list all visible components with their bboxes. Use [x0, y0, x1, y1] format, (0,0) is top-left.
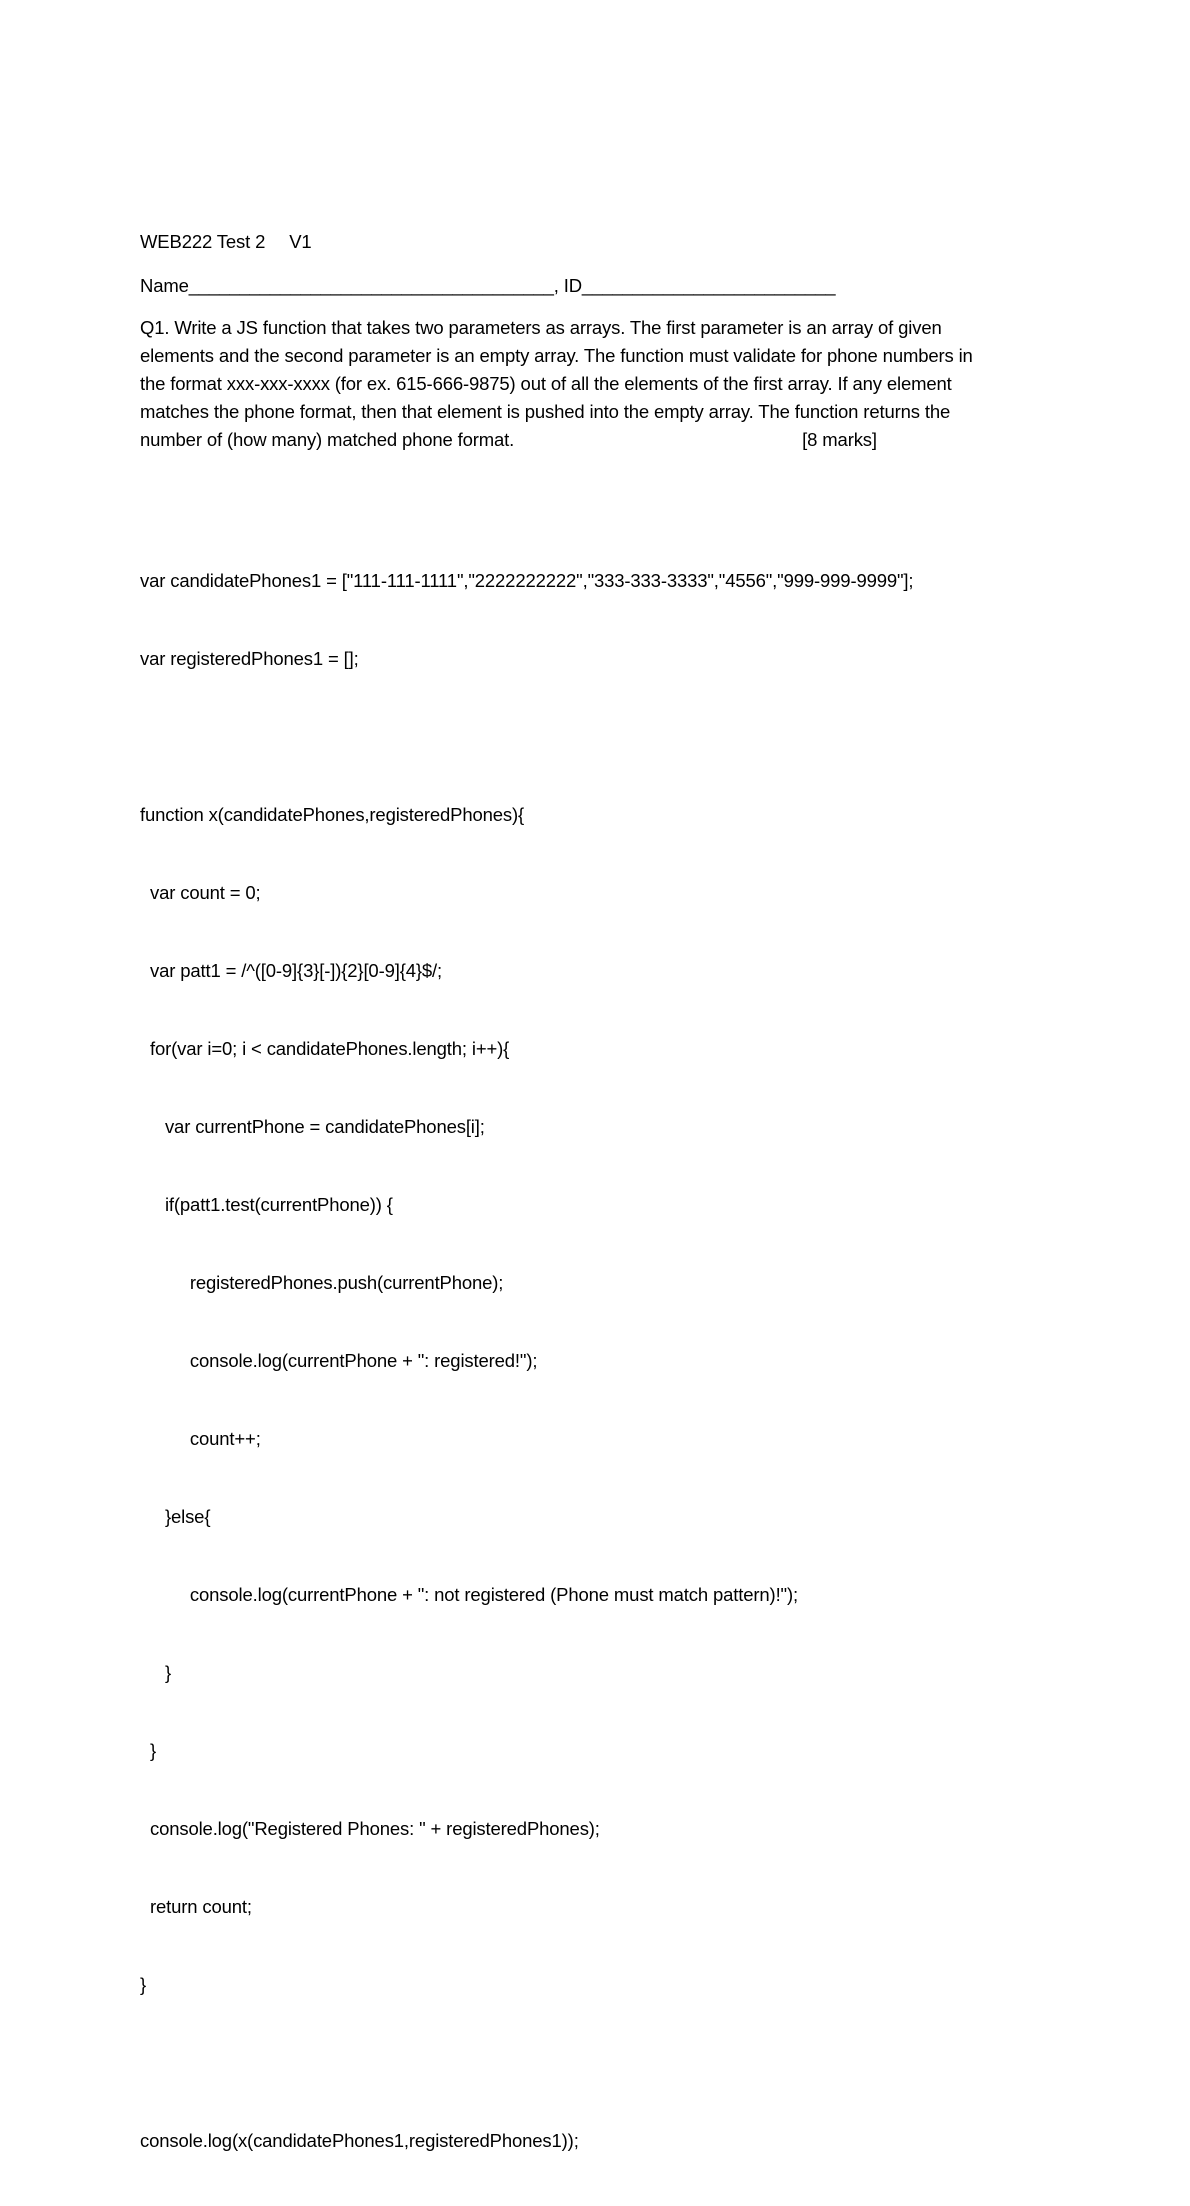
code-line: }	[140, 1974, 147, 1995]
question-line: elements and the second parameter is an empty array. The function must validate for phone numbers in	[140, 345, 973, 366]
code-line: return count;	[140, 1896, 252, 1917]
document-body	[140, 228, 1060, 2206]
code-line	[140, 724, 1060, 750]
question-1	[140, 314, 1060, 454]
question-last-line	[140, 426, 1060, 454]
code-line: }else{	[140, 1506, 211, 1527]
code-line: }	[140, 1662, 171, 1683]
code-line: var candidatePhones1 = ["111-111-1111","2222222222","333-333-3333","4556","999-999-9999"];	[140, 570, 914, 591]
code-line: count++;	[140, 1428, 261, 1449]
code-line: }	[140, 1740, 157, 1761]
code-line: console.log("Registered Phones: " + registeredPhones);	[140, 1818, 600, 1839]
test-title: WEB222 Test 2	[140, 231, 266, 252]
code-line: for(var i=0; i < candidatePhones.length; i++){	[140, 1038, 510, 1059]
code-line: function x(candidatePhones,registeredPhones){	[140, 804, 525, 825]
code-line: if(patt1.test(currentPhone)) {	[140, 1194, 393, 1215]
code-line: registeredPhones.push(currentPhone);	[140, 1272, 504, 1293]
code-line	[140, 2050, 1060, 2076]
code-line: var patt1 = /^([0-9]{3}[-]){2}[0-9]{4}$/;	[140, 960, 443, 981]
code-line: var currentPhone = candidatePhones[i];	[140, 1116, 485, 1137]
name-id-line: Name____________________________________, ID_________________________	[140, 275, 836, 296]
code-line: var count = 0;	[140, 882, 261, 903]
code-line: console.log(x(candidatePhones1,registeredPhones1));	[140, 2130, 579, 2151]
question-line: matches the phone format, then that element is pushed into the empty array. The function returns the	[140, 401, 951, 422]
code-line: console.log(currentPhone + ": not registered (Phone must match pattern)!");	[140, 1584, 798, 1605]
question-line: the format xxx-xxx-xxxx (for ex. 615-666-9875) out of all the elements of the first array. If any element	[140, 373, 952, 394]
code-line: console.log(currentPhone + ": registered!");	[140, 1350, 538, 1371]
test-header	[140, 228, 1060, 256]
question-line: Q1. Write a JS function that takes two parameters as arrays. The first parameter is an array of given	[140, 317, 942, 338]
code-block	[140, 516, 1060, 2206]
test-version: V1	[289, 231, 312, 252]
code-line: var registeredPhones1 = [];	[140, 648, 359, 669]
marks-label: [8 marks]	[802, 429, 877, 450]
question-line: number of (how many) matched phone format.	[140, 429, 515, 450]
